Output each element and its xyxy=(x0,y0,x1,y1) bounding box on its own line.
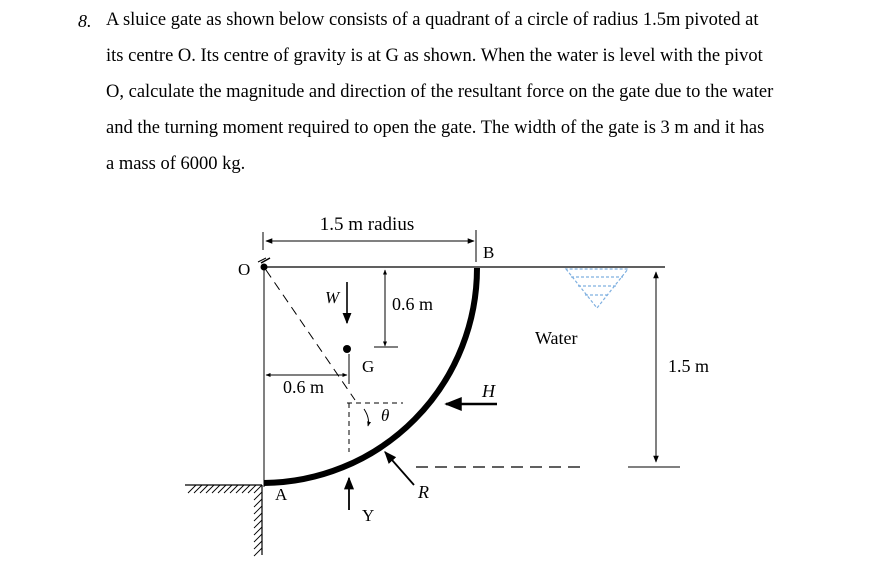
resultant-force-arrow xyxy=(385,452,414,485)
label-A: A xyxy=(275,485,288,504)
radius-dimension xyxy=(263,214,476,262)
horizontal-dim-label: 0.6 m xyxy=(283,377,325,397)
vertical-0.6m-dimension xyxy=(374,270,433,347)
vertical-dim-label: 0.6 m xyxy=(392,294,434,314)
label-G: G xyxy=(362,357,375,376)
radius-label: 1.5 m radius xyxy=(319,214,415,235)
label-theta: θ xyxy=(381,406,390,425)
label-R: R xyxy=(418,482,429,502)
label-W: W xyxy=(325,288,340,307)
depth-dimension xyxy=(628,272,709,467)
problem-line-1: A sluice gate as shown below consists of a quadrant of a circle of radius 1.5m pivoted at xyxy=(106,10,759,30)
theta-construction xyxy=(347,403,403,452)
label-B: B xyxy=(483,243,495,262)
ground-wall-hatching xyxy=(185,485,262,556)
water-label: Water xyxy=(535,328,578,348)
problem-line-4: and the turning moment required to open the gate. The width of the gate is 3 m and it has xyxy=(106,118,765,138)
problem-line-3: O, calculate the magnitude and direction of the resultant force on the gate due to the water xyxy=(106,82,774,102)
centre-of-gravity-point xyxy=(343,345,351,353)
water-level-symbol xyxy=(566,269,628,308)
pivot-O xyxy=(238,258,270,279)
depth-label: 1.5 m xyxy=(668,356,710,376)
problem-line-5: a mass of 6000 kg. xyxy=(106,154,246,174)
label-O: O xyxy=(238,260,251,279)
problem-line-2: its centre O. Its centre of gravity is at G as shown. When the water is level with the pivot xyxy=(106,46,763,66)
horizontal-0.6m-dimension xyxy=(266,375,347,397)
problem-number: 8. xyxy=(78,11,92,31)
label-H: H xyxy=(482,381,495,401)
label-Y: Y xyxy=(362,506,375,525)
